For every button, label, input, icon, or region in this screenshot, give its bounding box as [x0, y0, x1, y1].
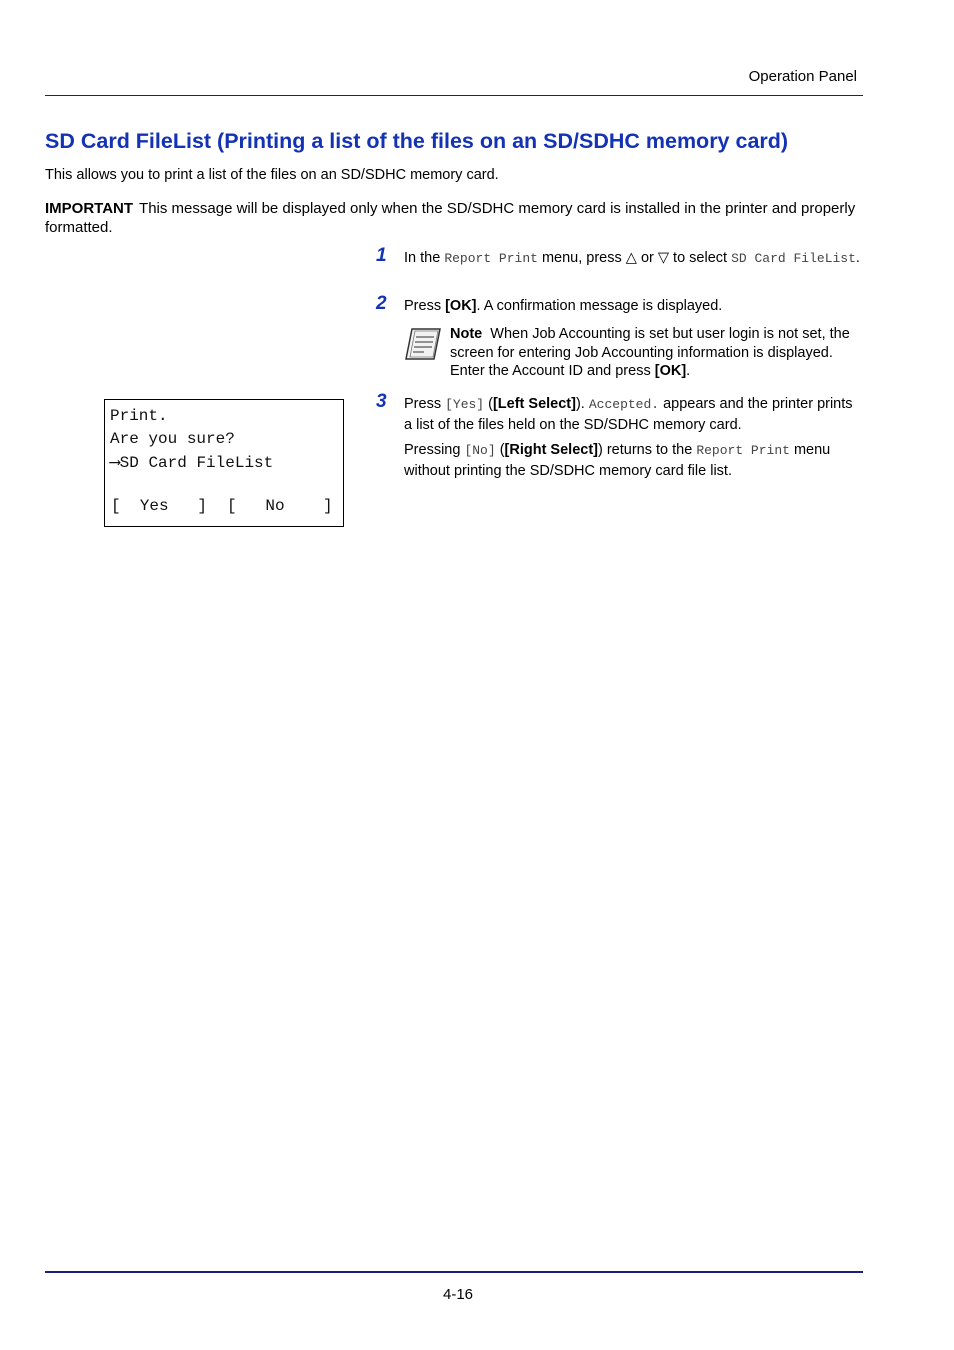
step-text-run: . [855, 250, 860, 266]
important-label: IMPORTANT [45, 200, 134, 217]
panel-line-2: Are you sure? [110, 430, 235, 448]
note-memo-icon [404, 327, 442, 361]
note-label: Note [450, 326, 483, 342]
step-text-run: . A confirmation message is displayed. [476, 298, 723, 314]
softkey-name: [Yes] [445, 397, 485, 412]
step-text-run: Press [404, 298, 446, 314]
key-name: [OK] [654, 363, 687, 379]
menu-name: Report Print [696, 443, 790, 458]
header-rule [45, 95, 863, 96]
step-text-run: appears and the printer prints a list of the files held on the SD/SDHC memory card. [404, 396, 853, 433]
step-text-run: Press [404, 396, 446, 412]
important-notice [45, 199, 857, 237]
step-text-run: menu, press △ or ▽ to select [537, 250, 732, 266]
yes-softkey[interactable]: [ Yes ] [111, 497, 208, 515]
panel-line-1: Print. [110, 407, 168, 425]
note-box [404, 325, 860, 381]
step-text [404, 394, 860, 481]
step-1 [376, 245, 860, 269]
key-name: [Left Select] [492, 396, 576, 412]
step-number: 1 [376, 245, 387, 266]
footer-rule [45, 1271, 863, 1273]
menu-item-name: SD Card FileList [731, 251, 856, 266]
note-body: When Job Accounting is set but user login is not set, the screen for entering Job Accounting information is displayed. Enter the Account ID and press [450, 326, 850, 379]
step-2 [376, 293, 860, 316]
key-name: [OK] [445, 298, 477, 314]
status-message: Accepted. [588, 397, 660, 412]
step-text-run: Pressing [404, 442, 465, 458]
note-end: . [686, 363, 691, 379]
no-softkey[interactable]: [ No ] [227, 497, 333, 515]
step-text-run: ). [575, 396, 589, 412]
step-text-run: ( [484, 396, 493, 412]
step-text-run: menu without printing the SD/SDHC memory card file list. [404, 442, 831, 479]
step-number: 2 [376, 293, 387, 314]
step-number: 3 [376, 391, 387, 412]
note-text [450, 325, 860, 381]
important-text: This message will be displayed only when the SD/SDHC memory card is installed in the printer and properly formatted. [45, 200, 856, 236]
menu-name: Report Print [444, 251, 538, 266]
step-text-run: In the [404, 250, 445, 266]
panel-line-3: ⟶SD Card FileList [110, 454, 274, 472]
page-number: 4-16 [442, 1286, 474, 1303]
key-name: [Right Select] [504, 442, 598, 458]
panel-display [104, 399, 344, 527]
section-title: SD Card FileList (Printing a list of the files on an SD/SDHC memory card) [45, 129, 789, 153]
step-text [404, 296, 860, 316]
step-3 [376, 391, 860, 481]
step-text [404, 248, 860, 269]
step-text-run: ) returns to the [597, 442, 697, 458]
softkey-name: [No] [464, 443, 496, 458]
section-intro: This allows you to print a list of the files on an SD/SDHC memory card. [45, 167, 499, 183]
step-text-run: ( [495, 442, 505, 458]
running-header: Operation Panel [748, 68, 857, 85]
